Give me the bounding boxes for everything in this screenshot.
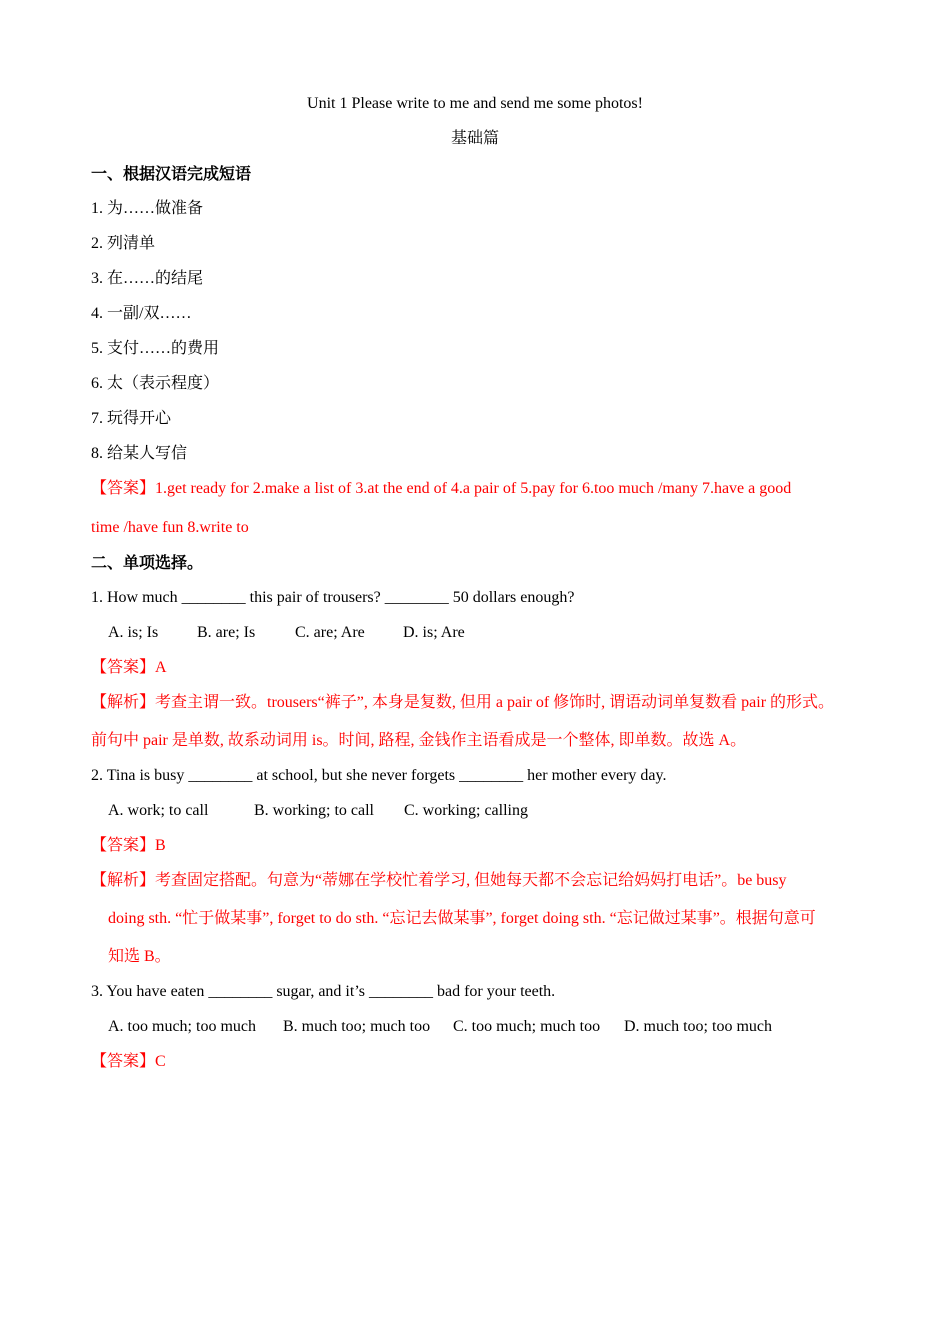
q1-option-c: C. are; Are [295,624,365,641]
q2-option-a: A. work; to call [108,802,209,819]
q3-option-d: D. much too; too much [624,1018,772,1035]
phrase-item: 1. 为……做准备 [91,200,204,217]
phrase-item: 2. 列清单 [91,235,156,252]
q3-option-a: A. too much; too much [108,1018,256,1035]
q1-answer: 【答案】A [91,659,167,676]
q1-option-d: D. is; Are [403,624,465,641]
q2-answer: 【答案】B [91,837,166,854]
section1-answer-line1: 【答案】1.get ready for 2.make a list of 3.at the end of 4.a pair of 5.pay for 6.too much /many 7.have a good [91,480,792,497]
q2-analysis-line2: doing sth. “忙于做某事”, forget to do sth. “忘记去做某事”, forget doing sth. “忘记做过某事”。根据句意可 [108,910,816,927]
phrase-item: 8. 给某人写信 [91,445,188,462]
question-2: 2. Tina is busy ________ at school, but she never forgets ________ her mother every day. [91,767,667,784]
document-subtitle: 基础篇 [450,130,499,147]
question-3: 3. You have eaten ________ sugar, and it’s ________ bad for your teeth. [91,983,556,1000]
document-title: Unit 1 Please write to me and send me some photos! [307,95,643,112]
q3-answer: 【答案】C [91,1053,166,1070]
q2-option-c: C. working; calling [404,802,528,819]
phrase-item: 7. 玩得开心 [91,410,172,427]
q2-option-b: B. working; to call [254,802,374,819]
section1-answer-line2: time /have fun 8.write to [91,519,249,536]
phrase-item: 3. 在……的结尾 [91,270,204,287]
phrase-item: 4. 一副/双…… [91,305,192,322]
phrase-item: 6. 太（表示程度） [91,375,220,392]
q3-option-c: C. too much; much too [453,1018,601,1035]
section2-heading: 二、单项选择。 [91,553,204,572]
q2-analysis-line1: 【解析】考查固定搭配。句意为“蒂娜在学校忙着学习, 但她每天都不会忘记给妈妈打电话”。be busy [91,872,787,889]
question-1: 1. How much ________ this pair of trousers? ________ 50 dollars enough? [91,589,575,606]
q2-analysis-line3: 知选 B。 [108,948,171,965]
phrase-item: 5. 支付……的费用 [91,340,220,357]
q1-option-a: A. is; Is [108,624,159,641]
q1-analysis-line2: 前句中 pair 是单数, 故系动词用 is。时间, 路程, 金钱作主语看成是一个整体, 即单数。故选 A。 [91,732,747,749]
q1-option-b: B. are; Is [197,624,256,641]
section1-heading: 一、根据汉语完成短语 [91,164,252,183]
q3-option-b: B. much too; much too [283,1018,431,1035]
q1-analysis-line1: 【解析】考查主谓一致。trousers“裤子”, 本身是复数, 但用 a pair of 修饰时, 谓语动词单复数看 pair 的形式。 [91,694,835,711]
